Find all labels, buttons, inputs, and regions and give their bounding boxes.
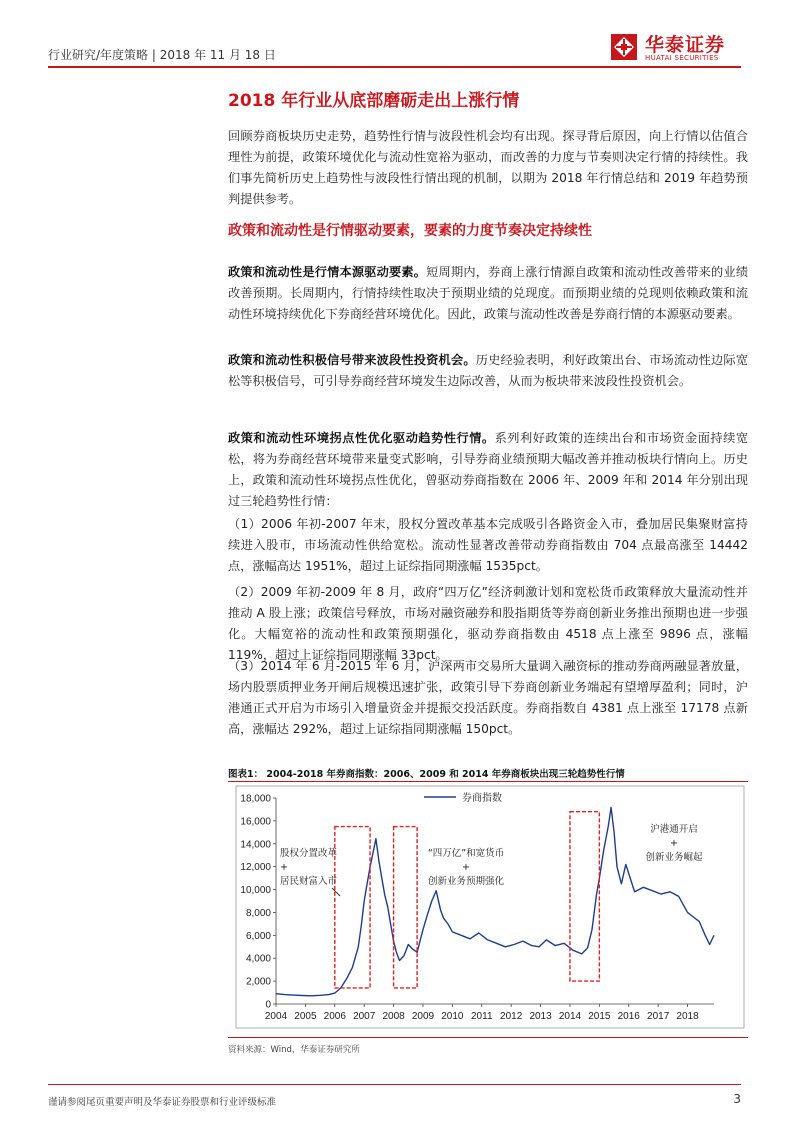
section-title: 2018 年行业从底部磨砺走出上涨行情	[228, 91, 520, 111]
figure-caption: 图表1： 2004-2018 年券商指数：2006、2009 和 2014 年券商板块出现三轮趋势性行情	[228, 769, 625, 780]
logo-chinese-name: 华泰证券	[645, 34, 726, 56]
y-tick-label: 4,000	[245, 953, 271, 965]
paragraph-policy-liquidity	[228, 262, 748, 325]
list-item-2014: （3）2014 年 6 月-2015 年 6 月，沪深两市交易所大量调入融资标的推动券商两融显著放量，场内股票质押业务开闸后规模迅速扩张，政策引导下券商创新业务端起有望增厚盈利；同时，沪港通正式开启为市场引入增量资金并提振交投活跃度。券商指数自 4381 点上涨至 17178 点新高，涨幅达 292%，超过上证综指同期涨幅 150pct。	[228, 659, 748, 736]
paragraph-lead: 政策和流动性是行情本源驱动要素。	[228, 265, 427, 279]
x-tick-label: 2008	[382, 1011, 405, 1022]
paragraph-body: 短周期内，券商上涨行情源自政策和流动性改善带来的业绩改善预期。长周期内，行情持续性取决于预期业绩的兑现度。而预期业绩的兑现则依赖政策和流动性环境持续优化下券商经营环境优化。因此，政策与流动性改善是券商行情的本源驱动要素。	[228, 265, 749, 321]
annotation-arrow	[332, 888, 340, 896]
x-tick-label: 2012	[500, 1011, 523, 1022]
highlight-box	[570, 812, 599, 981]
page-number: 3	[733, 1092, 741, 1106]
figure-source: 资料来源：Wind，华泰证券研究所	[228, 1045, 360, 1055]
x-tick-label: 2015	[588, 1011, 611, 1022]
paragraph-lead: 政策和流动性积极信号带来波段性投资机会。	[228, 353, 476, 367]
x-tick-label: 2011	[471, 1011, 493, 1022]
y-tick-label: 18,000	[240, 793, 271, 805]
y-tick-label: 0	[265, 999, 271, 1011]
series-line-brokerage-index	[276, 807, 714, 995]
header-rule	[48, 66, 741, 68]
logo-english-name: HUATAI SECURITIES	[645, 54, 719, 62]
chart-frame	[236, 786, 744, 1028]
huatai-logo	[609, 32, 741, 66]
header-breadcrumb: 行业研究/年度策略 | 2018 年 11 月 18 日	[48, 48, 276, 62]
x-tick-label: 2014	[558, 1011, 582, 1022]
y-tick-label: 12,000	[240, 862, 271, 874]
huatai-logo-mark-icon	[609, 32, 639, 62]
list-item-2006: （1）2006 年初-2007 年末，股权分置改革基本完成吸引各路资金入市，叠加居民集聚财富持续进入股市，市场流动性供给宽松。流动性显著改善带动券商指数由 704 点最高涨至 14442 点，涨幅高达 1951%，超过上证综指同期涨幅 1535pct。	[228, 517, 748, 573]
brokerage-index-chart	[228, 784, 748, 1032]
x-tick-label: 2016	[617, 1011, 640, 1022]
paragraph-body: 系列利好政策的连续出台和市场资金面持续宽松，将为券商经营环境带来量变式影响，引导券商业绩预期大幅改善并推动板块行情向上。历史上，政策和流动性环境拐点性优化，曾驱动券商指数在 2006 年、2009 年和 2014 年分别出现过三轮趋势性行情：	[228, 431, 749, 508]
y-tick-label: 10,000	[240, 885, 271, 897]
footer-rule	[48, 1084, 741, 1085]
paragraph-signals	[228, 350, 748, 392]
x-tick-label: 2013	[529, 1011, 552, 1022]
highlight-box	[394, 827, 418, 988]
annotation-text: +	[462, 862, 470, 873]
x-tick-label: 2017	[647, 1011, 670, 1022]
page-header	[48, 34, 741, 66]
footer-disclaimer: 谨请参阅尾页重要声明及华泰证券股票和行业评级标准	[48, 1097, 277, 1108]
y-tick-label: 2,000	[245, 976, 271, 988]
list-item-2009: （2）2009 年初-2009 年 8 月，政府“四万亿”经济刺激计划和宽松货币政策释放大量流动性并推动 A 股上涨；政策信号释放，市场对融资融券和股指期货等券商创新业务推出预期也进一步强化。大幅宽裕的流动性和政策预期强化，驱动券商指数由 4518 点上涨至 9896 点，涨幅 119%，超过上证综指同期涨幅 33pct。	[228, 585, 748, 662]
x-tick-label: 2005	[294, 1011, 317, 1022]
y-tick-label: 8,000	[245, 907, 271, 919]
annotation-text: 沪港通开启	[650, 824, 698, 835]
x-tick-label: 2009	[411, 1011, 435, 1022]
y-tick-label: 14,000	[240, 839, 271, 851]
annotation-text: 居民财富入市	[280, 876, 338, 887]
legend-label: 券商指数	[462, 793, 502, 804]
paragraph-turning-point	[228, 428, 748, 512]
x-tick-label: 2006	[323, 1011, 346, 1022]
intro-paragraph: 回顾券商板块历史走势，趋势性行情与波段性机会均有出现。探寻背后原因，向上行情以估值合理性为前提，政策环境优化与流动性宽裕为驱动，而改善的力度与节奏则决定行情的持续性。我们事先简析历史上趋势性与波段性行情出现的机制，以期为 2018 年行情总结和 2019 年趋势预判提供参考。	[228, 129, 748, 206]
annotation-text: +	[280, 862, 288, 873]
subheading: 政策和流动性是行情驱动要素，要素的力度节奏决定持续性	[228, 223, 592, 239]
source-rule	[228, 1037, 748, 1038]
annotation-text: 创新业务预期强化	[427, 876, 505, 887]
y-tick-label: 6,000	[245, 930, 271, 942]
annotation-text: 创新业务崛起	[645, 852, 703, 863]
y-tick-label: 16,000	[240, 816, 271, 828]
annotation-text: “四万亿”和宽货币	[427, 848, 505, 859]
paragraph-lead: 政策和流动性环境拐点性优化驱动趋势性行情。	[228, 431, 495, 445]
figure-rule	[228, 781, 748, 782]
x-tick-label: 2004	[264, 1011, 288, 1022]
highlight-box	[335, 827, 370, 988]
annotation-text: +	[670, 838, 678, 849]
x-tick-label: 2007	[353, 1011, 376, 1022]
annotation-text: 股权分置改革	[280, 848, 338, 859]
x-tick-label: 2010	[441, 1011, 464, 1022]
x-tick-label: 2018	[676, 1011, 699, 1022]
paragraph-body: 历史经验表明，利好政策出台、市场流动性边际宽松等积极信号，可引导券商经营环境发生边际改善，从而为板块带来波段性投资机会。	[228, 353, 749, 388]
